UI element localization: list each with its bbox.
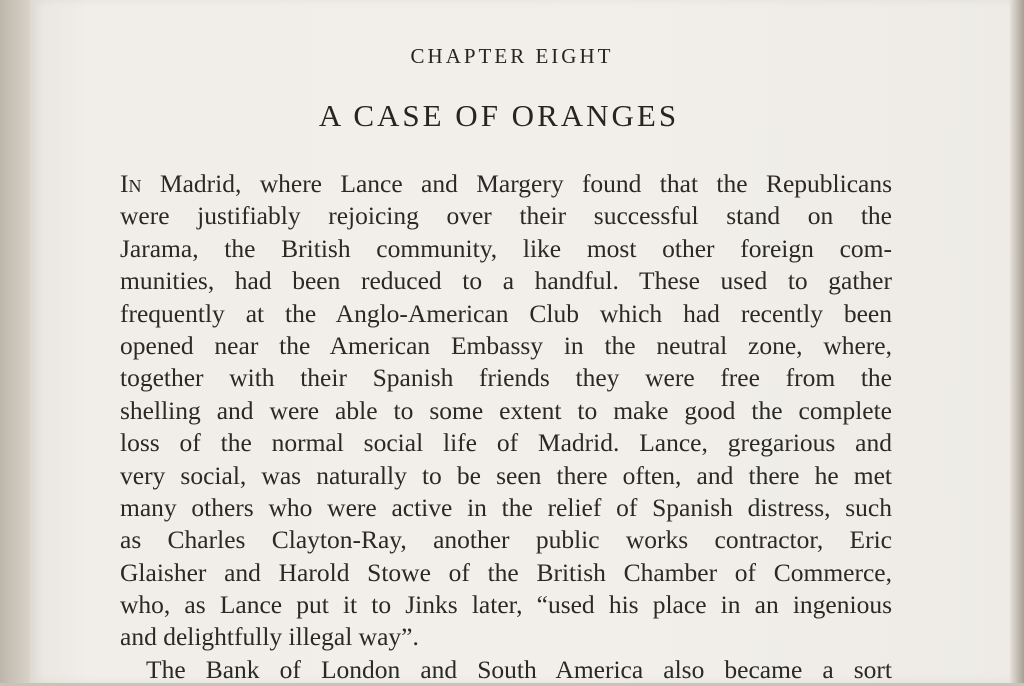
- text-line-13: Glaisher and Harold Stowe of the British Chamber of Commerce,: [120, 557, 892, 587]
- page-edge: [1010, 0, 1024, 683]
- chapter-number: CHAPTER EIGHT: [410, 44, 614, 68]
- lead-in-small-caps: In: [120, 169, 142, 198]
- text-line-7: together with their Spanish friends they were free from the: [120, 363, 892, 393]
- text-line-14: who, as Lance put it to Jinks later, “used his place in an ingenious: [120, 590, 892, 620]
- next-paragraph-line: The Bank of London and South America also became a sort: [146, 654, 892, 684]
- text-line-11: many others who were active in the relief of Spanish distress, such: [120, 492, 892, 522]
- chapter-body: [120, 168, 892, 686]
- text-line-4: munities, had been reduced to a handful. These used to gather: [120, 266, 892, 296]
- text-line-1: [120, 168, 892, 200]
- first-line-text: Madrid, where Lance and Margery found that the Republicans: [159, 169, 892, 198]
- text-line-10: very social, was naturally to be seen there often, and there he met: [120, 460, 892, 490]
- text-line-8: shelling and were able to some extent to make good the complete: [120, 395, 892, 425]
- text-line-6: opened near the American Embassy in the neutral zone, where,: [120, 330, 892, 360]
- text-line-15: and delightfully illegal way”.: [120, 622, 419, 652]
- text-line-3: Jarama, the British community, like most other foreign com-: [120, 233, 892, 263]
- text-line-12: as Charles Clayton-Ray, another public works contractor, Eric: [120, 525, 892, 555]
- text-line-9: loss of the normal social life of Madrid. Lance, gregarious and: [120, 428, 892, 458]
- text-line-2: were justifiably rejoicing over their successful stand on the: [120, 201, 892, 231]
- chapter-title: A CASE OF ORANGES: [318, 98, 680, 133]
- text-line-5: frequently at the Anglo-American Club which had recently been: [120, 298, 892, 328]
